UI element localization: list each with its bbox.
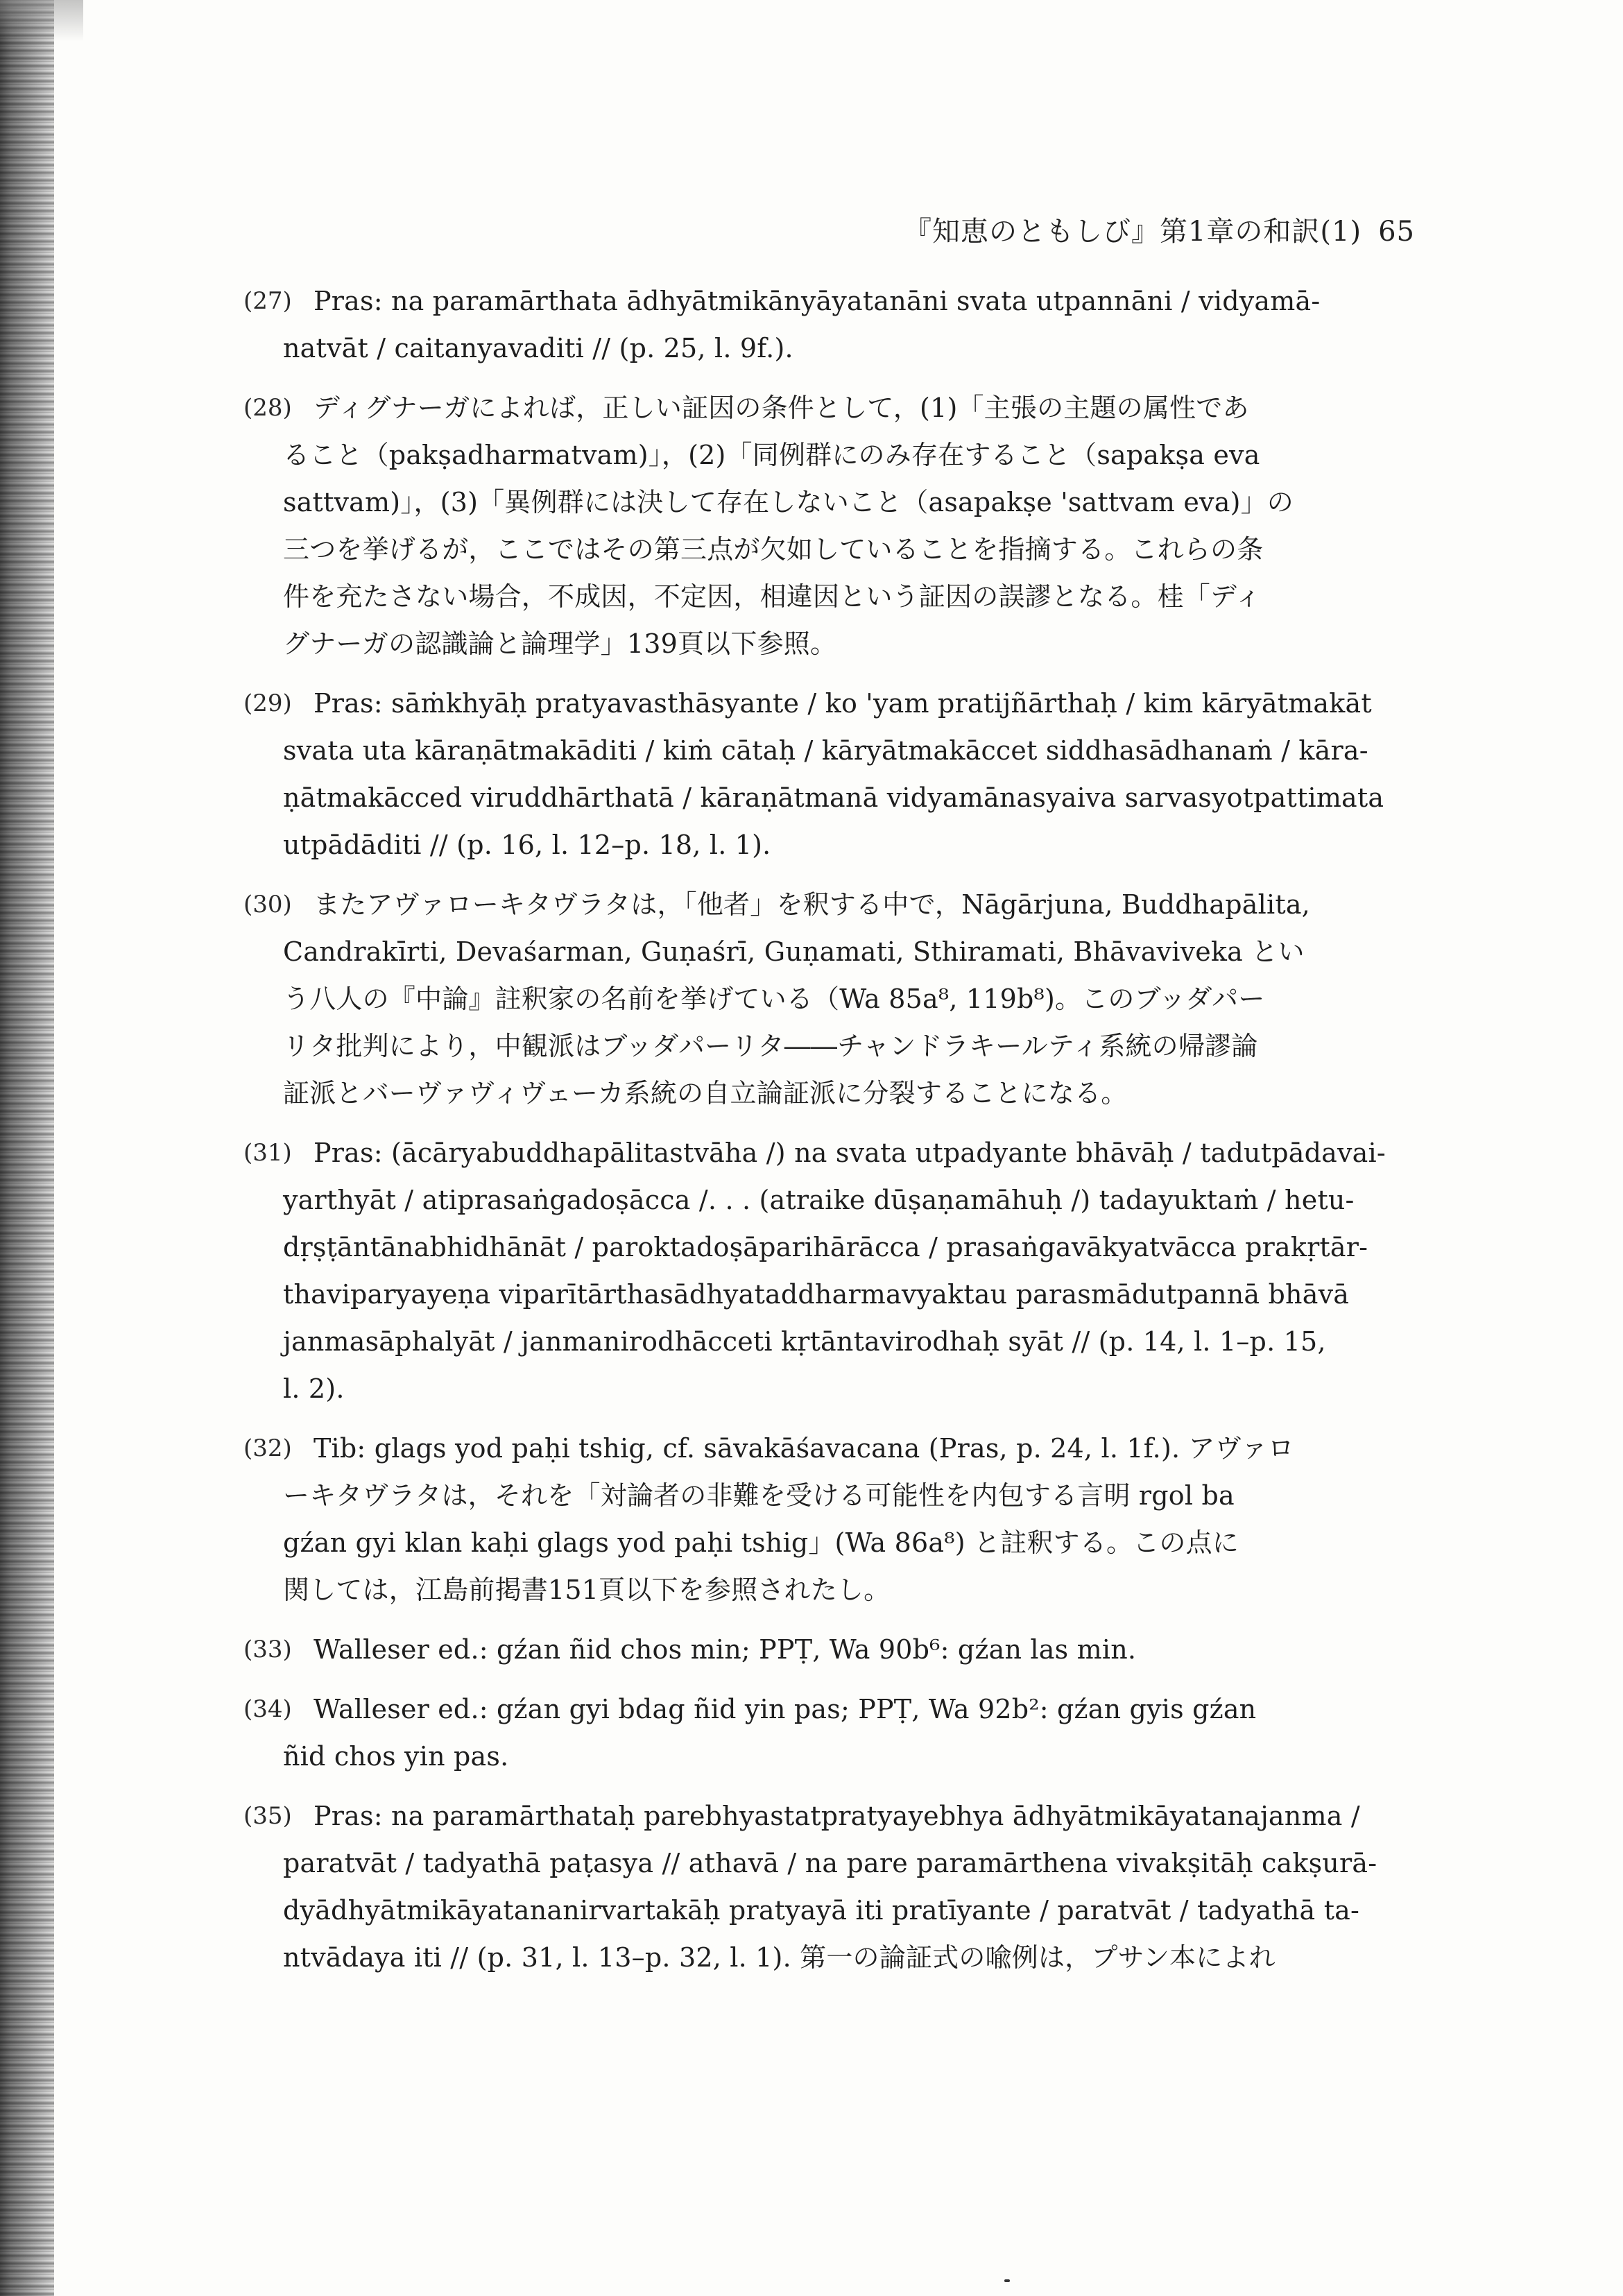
footnote-number: (28)	[243, 394, 292, 422]
footnote-line: またアヴァローキタヴラタは，「他者」を釈する中で，Nāgārjuna, Buddhapālita,	[314, 889, 1310, 920]
footnote-number: (33)	[243, 1636, 292, 1663]
footnote	[243, 1626, 1412, 1673]
footnote-line: janmasāphalyāt / janmanirodhācceti kṛtāntavirodhaḥ syāt // (p. 14, l. 1–p. 15,	[283, 1326, 1326, 1357]
footnote-line: ṇātmakācced viruddhārthatā / kāraṇātmanā vidyamānasyaiva sarvasyotpattimata	[283, 782, 1384, 813]
footnote-number: (31)	[243, 1139, 292, 1167]
footnote-number: (30)	[243, 891, 292, 918]
footnote-number: (32)	[243, 1434, 292, 1462]
footnote-line: Candrakīrti, Devaśarman, Guṇaśrī, Guṇamati, Sthiramati, Bhāvaviveka とい	[283, 936, 1305, 967]
footnote-number: (27)	[243, 287, 292, 315]
footnote-line: gźan gyi klan kaḥi glags yod paḥi tshig」(Wa 86a⁸) と註釈する。この点に	[283, 1527, 1239, 1558]
footnote-line: 件を充たさない場合，不成因，不定因，相違因という証因の誤謬となる。桂「ディ	[283, 581, 1262, 612]
footnote	[243, 1686, 1412, 1780]
footnote-line: sattvam)」，(3)「異例群には決して存在しないこと（asapakṣe 'sattvam eva)」の	[283, 487, 1294, 517]
footnote-line: dṛṣṭāntānabhidhānāt / paroktadoṣāparihārācca / prasaṅgavākyatvācca prakṛtār-	[283, 1232, 1368, 1262]
footnote	[243, 680, 1412, 868]
footnote	[243, 1425, 1412, 1613]
footnote-line: ntvādaya iti // (p. 31, l. 13–p. 32, l. 1). 第一の論証式の喩例は，プサン本によれ	[283, 1942, 1276, 1973]
footnote-line: グナーガの認識論と論理学」139頁以下参照。	[283, 628, 837, 659]
footnote-line: l. 2).	[283, 1373, 345, 1404]
running-head-title: 『知恵のともしび』第1章の和訳(1)	[903, 216, 1362, 248]
footnote-line: natvāt / caitanyavaditi // (p. 25, l. 9f.).	[283, 333, 793, 363]
footnote-line: ること（pakṣadharmatvam)」，(2)「同例群にのみ存在すること（sapakṣa eva	[283, 440, 1260, 470]
footnote-line: 証派とバーヴァヴィヴェーカ系統の自立論証派に分裂することになる。	[283, 1078, 1128, 1108]
footnote-line: Tib: glags yod paḥi tshig, cf. sāvakāśavacana (Pras, p. 24, l. 1f.). アヴァロ	[314, 1433, 1294, 1464]
footnote-line: Pras: sāṁkhyāḥ pratyavasthāsyante / ko 'yam pratijñārthaḥ / kim kāryātmakāt	[314, 688, 1372, 719]
footnote-line: リタ批判により，中観派はブッダパーリタ――チャンドラキールティ系統の帰謬論	[283, 1031, 1258, 1061]
footnote	[243, 1129, 1412, 1412]
footnote-line: Walleser ed.: gźan gyi bdag ñid yin pas; PPṬ, Wa 92b²: gźan gyis gźan	[314, 1694, 1257, 1724]
footnote-line: う八人の『中論』註釈家の名前を挙げている（Wa 85a⁸, 119b⁸)。このブッダパー	[283, 984, 1265, 1014]
footnote-line: Walleser ed.: gźan ñid chos min; PPṬ, Wa 90b⁶: gźan las min.	[314, 1634, 1137, 1665]
footnote-line: 関しては，江島前掲書151頁以下を参照されたし。	[283, 1575, 891, 1605]
footnote	[243, 881, 1412, 1117]
footnote	[243, 277, 1412, 372]
scan-corner-shadow	[0, 0, 83, 42]
page-number: 65	[1378, 216, 1415, 248]
running-head	[904, 209, 1415, 249]
footnote-line: Pras: na paramārthata ādhyātmikānyāyatanāni svata utpannāni / vidyamā-	[314, 286, 1321, 316]
footnotes-list	[243, 277, 1412, 1994]
footnote-number: (29)	[243, 689, 292, 717]
scan-speck	[1004, 2279, 1010, 2282]
footnote-line: ñid chos yin pas.	[283, 1741, 509, 1772]
scan-binding-edge	[0, 0, 54, 2296]
footnote-line: yarthyāt / atiprasaṅgadoṣācca /. . . (atraike dūṣaṇamāhuḥ /) tadayuktaṁ / hetu-	[283, 1185, 1355, 1215]
footnote-number: (35)	[243, 1802, 292, 1830]
footnote-line: ディグナーガによれば，正しい証因の条件として，(1)「主張の主題の属性であ	[314, 393, 1249, 423]
footnote-line: Pras: (ācāryabuddhapālitastvāha /) na svata utpadyante bhāvāḥ / tadutpādavai-	[314, 1138, 1386, 1168]
footnote-line: Pras: na paramārthataḥ parebhyastatpratyayebhya ādhyātmikāyatanajanma /	[314, 1801, 1360, 1831]
footnote-line: svata uta kāraṇātmakāditi / kiṁ cātaḥ / kāryātmakāccet siddhasādhanaṁ / kāra-	[283, 735, 1368, 766]
footnote-line: ーキタヴラタは，それを「対論者の非難を受ける可能性を内包する言明 rgol ba	[283, 1480, 1235, 1511]
footnote-line: dyādhyātmikāyatananirvartakāḥ pratyayā iti pratīyante / paratvāt / tadyathā ta-	[283, 1895, 1360, 1926]
footnote-line: thaviparyayeṇa viparītārthasādhyataddharmavyaktau parasmādutpannā bhāvā	[283, 1279, 1350, 1310]
footnote	[243, 384, 1412, 667]
footnote-line: utpādāditi // (p. 16, l. 12–p. 18, l. 1).	[283, 830, 771, 860]
footnote-number: (34)	[243, 1695, 292, 1723]
footnote-line: 三つを挙げるが，ここではその第三点が欠如していることを指摘する。これらの条	[283, 534, 1264, 565]
footnote-line: paratvāt / tadyathā paṭasya // athavā / na pare paramārthena vivakṣitāḥ cakṣurā-	[283, 1848, 1377, 1878]
footnote	[243, 1792, 1412, 1981]
